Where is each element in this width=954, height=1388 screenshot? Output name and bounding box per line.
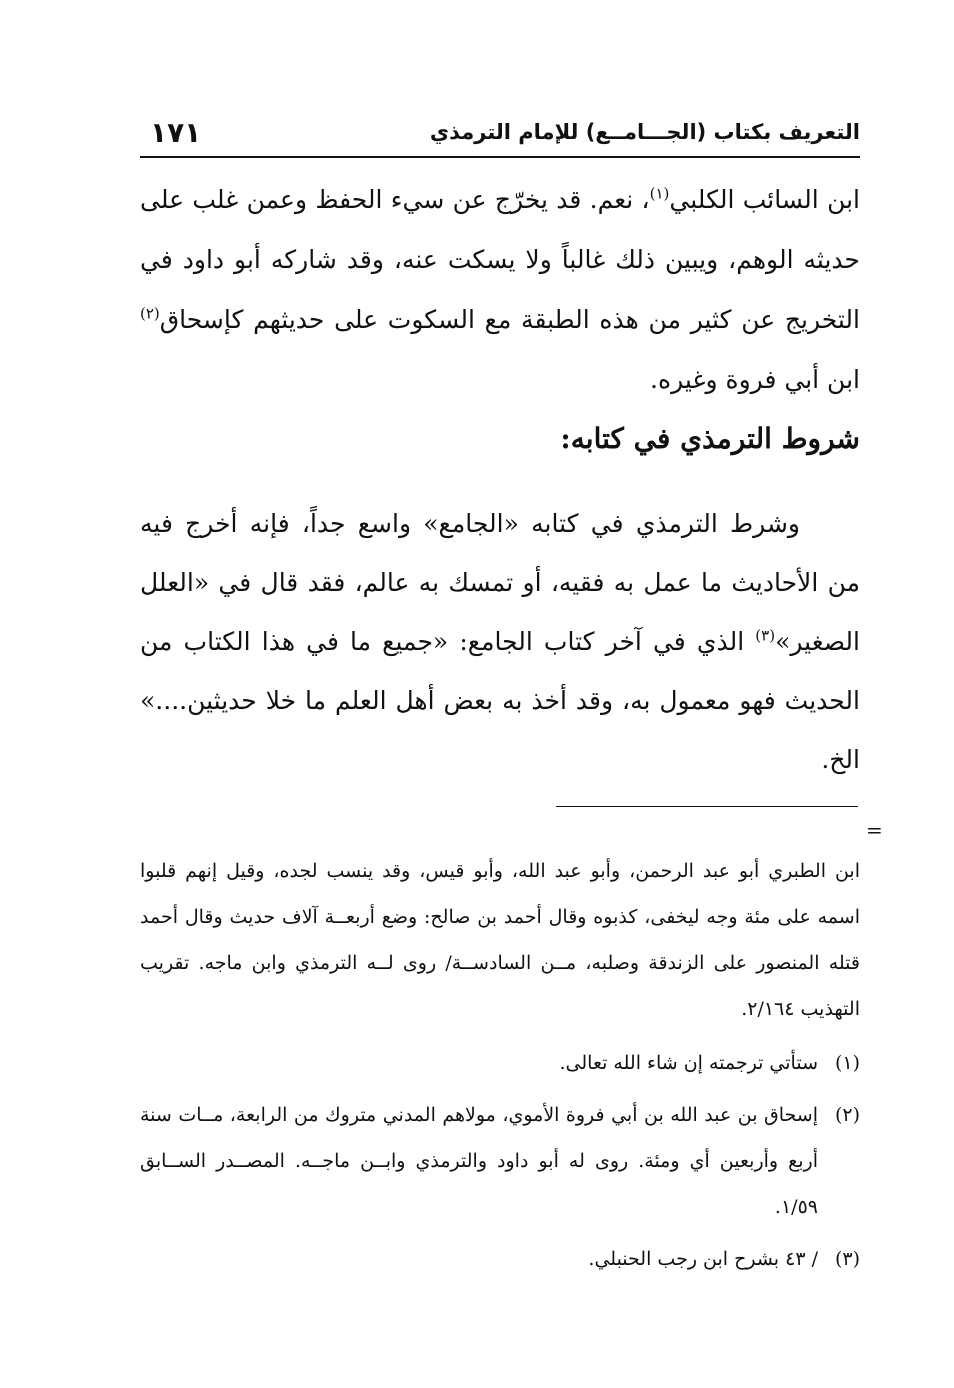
footnote-text: إسحاق بن عبد الله بن أبي فروة الأموي، مولاهم المدني متروك من الرابعة، مــات سنة أربع وأربعين أي ومئة. روى له أبو داود والترمذي وابــن ماجــه. المصــدر الســابق ١/٥٩. [140, 1104, 818, 1218]
running-header [140, 112, 860, 158]
footnote-ref-1: (١) [649, 184, 670, 203]
footnote-1 [140, 1040, 860, 1086]
footnote-3 [140, 1236, 860, 1282]
paragraph-1-text-b: ، نعم. قد يخرّج عن سيء الحفظ وعمن غلب على حديثه الوهم، ويبين ذلك غالباً ولا يسكت عنه، وقد شاركه أبو داود في التخريج عن كثير من هذه الطبقة مع السكوت على حديثهم كإسحاق [140, 185, 860, 334]
header-rule [140, 156, 860, 158]
footnote-ref-2: (٢) [140, 304, 160, 323]
footnote-list [140, 1040, 860, 1288]
paragraph-2-text-a: وشرط الترمذي في كتابه «الجامع» واسع جداً، فإنه أخرج فيه من الأحاديث ما عمل به فقيه، أو تمسك به عالم، فقد قال في «العلل الصغير» [140, 509, 860, 656]
footnote-text: ستأتي ترجمته إن شاء الله تعالى. [559, 1052, 818, 1074]
footnote-separator [556, 806, 858, 807]
section-heading: شروط الترمذي في كتابه: [560, 422, 860, 455]
paragraph-1-text-a: ابن السائب الكلبي [669, 185, 860, 214]
running-title: التعريف بكتاب (الجـــامــع) للإمام الترمذي [429, 120, 860, 144]
footnote-text: / ٤٣ بشرح ابن رجب الحنبلي. [588, 1248, 818, 1270]
paragraph-2 [140, 494, 860, 789]
footnote-ref-3: (٣) [755, 626, 776, 645]
footnote-number: (١) [834, 1052, 860, 1074]
page-number: ١٧١ [150, 116, 202, 149]
footnote-continuation: ابن الطبري أبو عبد الرحمن، وأبو عبد الله، وأبو قيس، وقد ينسب لجده، وقيل إنهم قلبوا اسمه على مئة وجه ليخفى، كذبوه وقال أحمد بن صالح: وضع أربعــة آلاف حديث وقال أحمد قتله المنصور على الزندقة وصلبه، مــن السادســة/ روى لــه الترمذي وابن ماجه. تقريب التهذيب ٢/١٦٤. [140, 860, 860, 1020]
footnote-number: (٢) [834, 1104, 860, 1126]
paragraph-1 [140, 170, 860, 410]
continuation-mark: = [866, 818, 883, 842]
footnote-2 [140, 1092, 860, 1230]
paragraph-2-text-b: الذي في آخر كتاب الجامع: «جميع ما في هذا الكتاب من الحديث فهو معمول به، وقد أخذ به بعض أهل العلم ما خلا حديثين....» الخ. [140, 627, 860, 774]
paragraph-1-text-c: ابن أبي فروة وغيره. [650, 365, 860, 394]
footnote-number: (٣) [834, 1248, 860, 1270]
